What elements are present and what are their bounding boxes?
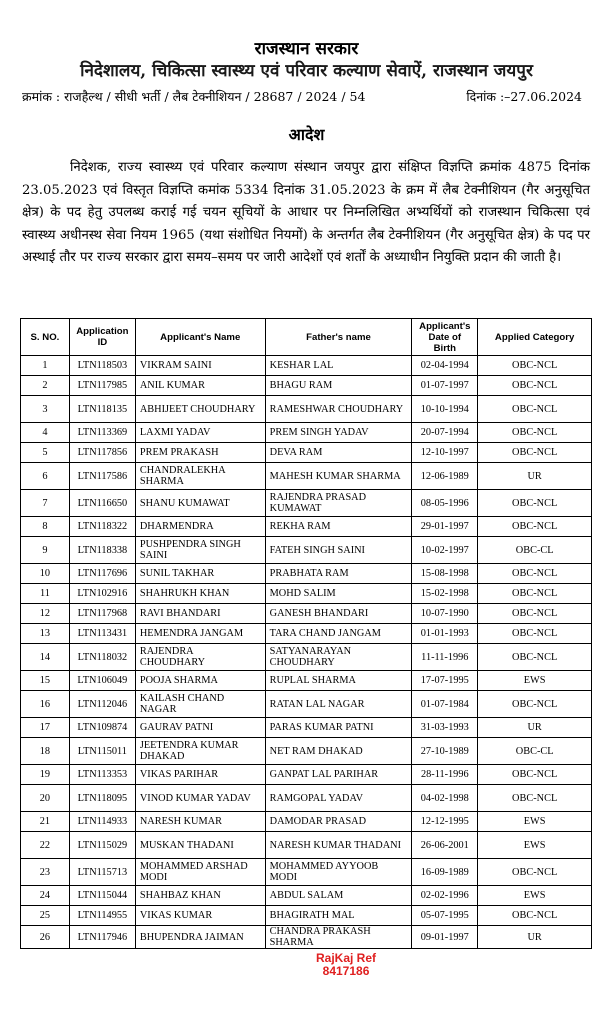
cell-applicant-name: VIKAS KUMAR (135, 906, 265, 926)
cell-date-of-birth: 10-02-1997 (412, 537, 478, 564)
cell-category: OBC-NCL (478, 785, 592, 812)
cell-application-id: LTN102916 (69, 584, 135, 604)
cell-date-of-birth: 04-02-1998 (412, 785, 478, 812)
cell-application-id: LTN116650 (69, 490, 135, 517)
rajkaj-reference-stamp (316, 952, 376, 978)
cell-sno: 23 (21, 859, 70, 886)
directorate-heading: निदेशालय, चिकित्सा स्वास्थ्य एवं परिवार कल्याण सेवाऐं, राजस्थान जयपुर (80, 61, 533, 81)
cell-applicant-name: MOHAMMED ARSHAD MODI (135, 859, 265, 886)
cell-date-of-birth: 12-12-1995 (412, 812, 478, 832)
cell-date-of-birth: 08-05-1996 (412, 490, 478, 517)
cell-applicant-name: POOJA SHARMA (135, 671, 265, 691)
cell-category: OBC-NCL (478, 859, 592, 886)
appointment-table (20, 318, 592, 949)
cell-application-id: LTN106049 (69, 671, 135, 691)
table-row (21, 886, 592, 906)
cell-date-of-birth: 17-07-1995 (412, 671, 478, 691)
table-row (21, 671, 592, 691)
cell-sno: 5 (21, 443, 70, 463)
reference-line (22, 88, 582, 105)
cell-category: UR (478, 463, 592, 490)
table-body (21, 356, 592, 949)
cell-father-name: PREM SINGH YADAV (265, 423, 412, 443)
cell-category: OBC-NCL (478, 376, 592, 396)
table-row (21, 443, 592, 463)
cell-sno: 3 (21, 396, 70, 423)
cell-application-id: LTN118503 (69, 356, 135, 376)
cell-application-id: LTN118135 (69, 396, 135, 423)
table-row (21, 785, 592, 812)
cell-category: OBC-NCL (478, 691, 592, 718)
cell-father-name: SATYANARAYAN CHOUDHARY (265, 644, 412, 671)
cell-father-name: RUPLAL SHARMA (265, 671, 412, 691)
cell-father-name: BHAGIRATH MAL (265, 906, 412, 926)
table-row (21, 859, 592, 886)
table-row (21, 644, 592, 671)
cell-sno: 4 (21, 423, 70, 443)
cell-applicant-name: SHAHBAZ KHAN (135, 886, 265, 906)
cell-father-name: PARAS KUMAR PATNI (265, 718, 412, 738)
cell-application-id: LTN112046 (69, 691, 135, 718)
cell-application-id: LTN115029 (69, 832, 135, 859)
cell-applicant-name: VIKAS PARIHAR (135, 765, 265, 785)
cell-applicant-name: VIKRAM SAINI (135, 356, 265, 376)
government-heading: राजस्थान सरकार (254, 39, 359, 59)
table-row (21, 356, 592, 376)
table-row (21, 906, 592, 926)
cell-category: OBC-NCL (478, 490, 592, 517)
cell-applicant-name: SHAHRUKH KHAN (135, 584, 265, 604)
cell-category: OBC-CL (478, 537, 592, 564)
cell-date-of-birth: 10-07-1990 (412, 604, 478, 624)
cell-sno: 21 (21, 812, 70, 832)
cell-father-name: MOHAMMED AYYOOB MODI (265, 859, 412, 886)
cell-sno: 26 (21, 926, 70, 949)
cell-category: UR (478, 718, 592, 738)
cell-sno: 20 (21, 785, 70, 812)
cell-date-of-birth: 05-07-1995 (412, 906, 478, 926)
cell-sno: 14 (21, 644, 70, 671)
cell-father-name: NARESH KUMAR THADANI (265, 832, 412, 859)
cell-sno: 16 (21, 691, 70, 718)
cell-applicant-name: RAJENDRA CHOUDHARY (135, 644, 265, 671)
cell-category: EWS (478, 832, 592, 859)
cell-applicant-name: ANIL KUMAR (135, 376, 265, 396)
cell-sno: 6 (21, 463, 70, 490)
cell-applicant-name: CHANDRALEKHA SHARMA (135, 463, 265, 490)
cell-date-of-birth: 10-10-1994 (412, 396, 478, 423)
order-date: दिनांक :–27.06.2024 (466, 89, 582, 104)
cell-applicant-name: HEMENDRA JANGAM (135, 624, 265, 644)
cell-category: EWS (478, 886, 592, 906)
cell-category: OBC-NCL (478, 564, 592, 584)
cell-date-of-birth: 02-02-1996 (412, 886, 478, 906)
cell-category: OBC-NCL (478, 584, 592, 604)
cell-father-name: KESHAR LAL (265, 356, 412, 376)
cell-date-of-birth: 26-06-2001 (412, 832, 478, 859)
cell-father-name: RATAN LAL NAGAR (265, 691, 412, 718)
table-row (21, 584, 592, 604)
cell-applicant-name: NARESH KUMAR (135, 812, 265, 832)
cell-category: OBC-NCL (478, 443, 592, 463)
cell-date-of-birth: 01-07-1984 (412, 691, 478, 718)
cell-sno: 7 (21, 490, 70, 517)
table-row (21, 812, 592, 832)
cell-applicant-name: SHANU KUMAWAT (135, 490, 265, 517)
cell-applicant-name: MUSKAN THADANI (135, 832, 265, 859)
cell-application-id: LTN117946 (69, 926, 135, 949)
cell-date-of-birth: 20-07-1994 (412, 423, 478, 443)
cell-sno: 2 (21, 376, 70, 396)
cell-application-id: LTN118322 (69, 517, 135, 537)
cell-category: OBC-NCL (478, 624, 592, 644)
table-row (21, 926, 592, 949)
cell-applicant-name: JEETENDRA KUMAR DHAKAD (135, 738, 265, 765)
cell-father-name: RAMGOPAL YADAV (265, 785, 412, 812)
cell-category: OBC-NCL (478, 604, 592, 624)
cell-father-name: GANESH BHANDARI (265, 604, 412, 624)
table-row (21, 564, 592, 584)
header-father-name: Father's name (265, 319, 412, 356)
order-title: आदेश (288, 125, 325, 144)
reference-number: क्रमांक : राजहैल्थ / सीधी भर्ती / लैब टेक्नीशियन / 28687 / 2024 / 54 (22, 89, 366, 104)
cell-date-of-birth: 28-11-1996 (412, 765, 478, 785)
table-row (21, 537, 592, 564)
cell-applicant-name: LAXMI YADAV (135, 423, 265, 443)
cell-application-id: LTN118338 (69, 537, 135, 564)
cell-application-id: LTN114933 (69, 812, 135, 832)
cell-date-of-birth: 09-01-1997 (412, 926, 478, 949)
cell-category: OBC-NCL (478, 423, 592, 443)
cell-sno: 25 (21, 906, 70, 926)
cell-sno: 19 (21, 765, 70, 785)
cell-father-name: RAMESHWAR CHOUDHARY (265, 396, 412, 423)
cell-sno: 24 (21, 886, 70, 906)
header-application-id: Application ID (69, 319, 135, 356)
cell-application-id: LTN117856 (69, 443, 135, 463)
stamp-line-2: 8417186 (322, 964, 370, 978)
cell-category: OBC-NCL (478, 517, 592, 537)
cell-application-id: LTN118095 (69, 785, 135, 812)
cell-sno: 11 (21, 584, 70, 604)
table-row (21, 691, 592, 718)
table-row (21, 604, 592, 624)
table-row (21, 396, 592, 423)
stamp-line-1: RajKaj Ref (316, 951, 377, 965)
cell-application-id: LTN113431 (69, 624, 135, 644)
cell-application-id: LTN118032 (69, 644, 135, 671)
cell-father-name: FATEH SINGH SAINI (265, 537, 412, 564)
cell-date-of-birth: 16-09-1989 (412, 859, 478, 886)
cell-category: OBC-NCL (478, 396, 592, 423)
cell-father-name: MOHD SALIM (265, 584, 412, 604)
cell-category: OBC-NCL (478, 644, 592, 671)
cell-applicant-name: PREM PRAKASH (135, 443, 265, 463)
cell-applicant-name: PUSHPENDRA SINGH SAINI (135, 537, 265, 564)
cell-application-id: LTN115011 (69, 738, 135, 765)
table-row (21, 376, 592, 396)
cell-father-name: ABDUL SALAM (265, 886, 412, 906)
cell-application-id: LTN109874 (69, 718, 135, 738)
table-row (21, 423, 592, 443)
cell-date-of-birth: 15-08-1998 (412, 564, 478, 584)
cell-father-name: CHANDRA PRAKASH SHARMA (265, 926, 412, 949)
cell-sno: 15 (21, 671, 70, 691)
cell-category: OBC-CL (478, 738, 592, 765)
table-row (21, 624, 592, 644)
cell-father-name: DEVA RAM (265, 443, 412, 463)
cell-sno: 10 (21, 564, 70, 584)
cell-sno: 17 (21, 718, 70, 738)
cell-application-id: LTN114955 (69, 906, 135, 926)
cell-applicant-name: SUNIL TAKHAR (135, 564, 265, 584)
cell-applicant-name: BHUPENDRA JAIMAN (135, 926, 265, 949)
cell-date-of-birth: 12-06-1989 (412, 463, 478, 490)
cell-application-id: LTN113369 (69, 423, 135, 443)
cell-category: UR (478, 926, 592, 949)
cell-category: OBC-NCL (478, 906, 592, 926)
cell-sno: 1 (21, 356, 70, 376)
cell-applicant-name: GAURAV PATNI (135, 718, 265, 738)
cell-application-id: LTN117586 (69, 463, 135, 490)
cell-application-id: LTN115044 (69, 886, 135, 906)
cell-category: OBC-NCL (478, 765, 592, 785)
cell-application-id: LTN117696 (69, 564, 135, 584)
cell-sno: 18 (21, 738, 70, 765)
cell-sno: 8 (21, 517, 70, 537)
header-category: Applied Category (478, 319, 592, 356)
cell-applicant-name: DHARMENDRA (135, 517, 265, 537)
cell-date-of-birth: 31-03-1993 (412, 718, 478, 738)
cell-date-of-birth: 11-11-1996 (412, 644, 478, 671)
header-applicant-name: Applicant's Name (135, 319, 265, 356)
cell-sno: 13 (21, 624, 70, 644)
cell-applicant-name: RAVI BHANDARI (135, 604, 265, 624)
table-row (21, 490, 592, 517)
cell-date-of-birth: 15-02-1998 (412, 584, 478, 604)
cell-date-of-birth: 02-04-1994 (412, 356, 478, 376)
cell-date-of-birth: 01-01-1993 (412, 624, 478, 644)
cell-father-name: GANPAT LAL PARIHAR (265, 765, 412, 785)
cell-sno: 22 (21, 832, 70, 859)
table-row (21, 832, 592, 859)
cell-applicant-name: ABHIJEET CHOUDHARY (135, 396, 265, 423)
header-date-of-birth: Applicant's Date of Birth (412, 319, 478, 356)
cell-father-name: DAMODAR PRASAD (265, 812, 412, 832)
cell-date-of-birth: 01-07-1997 (412, 376, 478, 396)
table-row (21, 738, 592, 765)
table-row (21, 718, 592, 738)
cell-category: OBC-NCL (478, 356, 592, 376)
order-body-paragraph: निदेशक, राज्य स्वास्थ्य एवं परिवार कल्याण संस्थान जयपुर द्वारा संक्षिप्त विज्ञप्ति क्रमांक 4875 दिनांक 23.05.2023 एवं विस्तृत विज्ञप्ति कमांक 5334 दिनांक 31.05.2023 के क्रम में लैब टेक्नीशियन (गैर अनुसूचित क्षेत्र) के पद हेतु उपलब्ध कराई गई चयन सूचियों के आधार पर निम्नलिखित अभ्यर्थियों को राजस्थान चिकित्सा एवं स्वास्थ्य अधीनस्थ सेवा नियम 1965 (यथा संशोधित नियमों) के अन्तर्गत लैब टेक्नीशियन (गैर अनुसूचित क्षेत्र) के पद पर अस्थाई तौर पर राज्य सरकार द्वारा समय–समय पर जारी आदेशों एवं शर्तों के अध्याधीन नियुक्ति प्रदान की जाती है। (22, 160, 590, 265)
cell-category: EWS (478, 812, 592, 832)
cell-father-name: RAJENDRA PRASAD KUMAWAT (265, 490, 412, 517)
cell-father-name: NET RAM DHAKAD (265, 738, 412, 765)
cell-application-id: LTN117968 (69, 604, 135, 624)
cell-applicant-name: VINOD KUMAR YADAV (135, 785, 265, 812)
cell-application-id: LTN117985 (69, 376, 135, 396)
table-row (21, 463, 592, 490)
table-row (21, 765, 592, 785)
header-sno: S. NO. (21, 319, 70, 356)
cell-sno: 9 (21, 537, 70, 564)
cell-father-name: TARA CHAND JANGAM (265, 624, 412, 644)
cell-date-of-birth: 12-10-1997 (412, 443, 478, 463)
cell-sno: 12 (21, 604, 70, 624)
table-row (21, 517, 592, 537)
cell-date-of-birth: 27-10-1989 (412, 738, 478, 765)
cell-father-name: PRABHATA RAM (265, 564, 412, 584)
cell-date-of-birth: 29-01-1997 (412, 517, 478, 537)
cell-category: EWS (478, 671, 592, 691)
cell-applicant-name: KAILASH CHAND NAGAR (135, 691, 265, 718)
cell-father-name: REKHA RAM (265, 517, 412, 537)
table-header-row (21, 319, 592, 356)
cell-application-id: LTN113353 (69, 765, 135, 785)
cell-application-id: LTN115713 (69, 859, 135, 886)
cell-father-name: MAHESH KUMAR SHARMA (265, 463, 412, 490)
cell-father-name: BHAGU RAM (265, 376, 412, 396)
